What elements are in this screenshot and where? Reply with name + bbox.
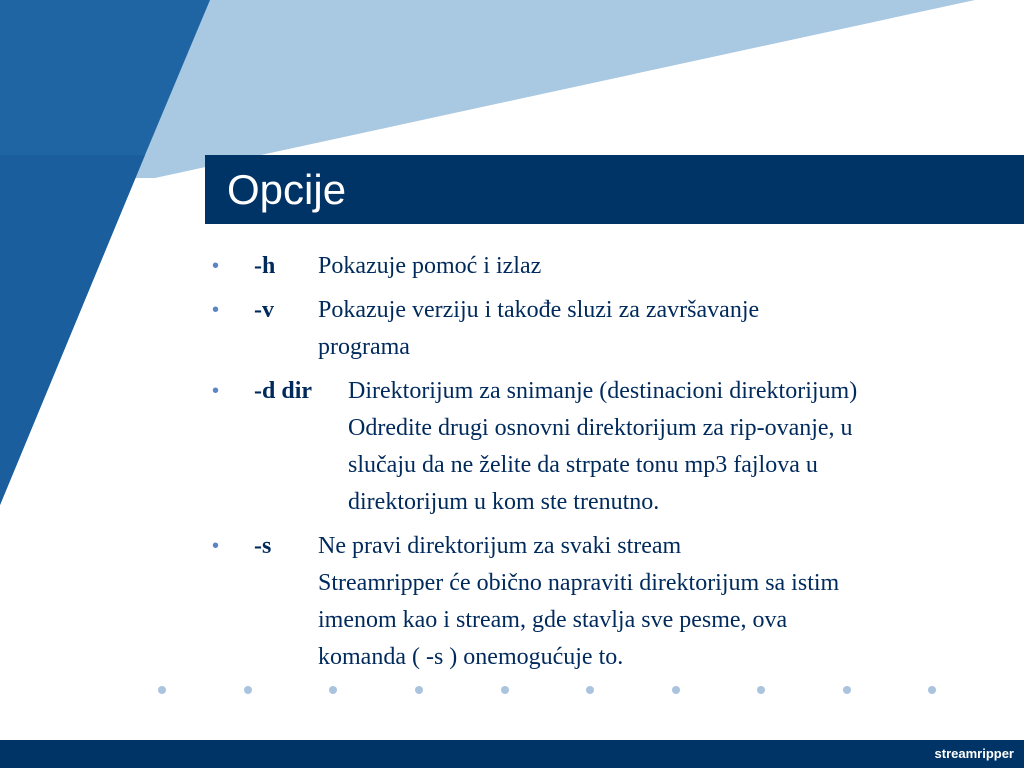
dark-blue-sliver <box>0 155 145 505</box>
option-item-h <box>212 248 1002 285</box>
description-line: Ne pravi direktorijum za svaki stream <box>318 533 682 559</box>
dot-icon <box>329 686 337 694</box>
description-line: Pokazuje pomoć i izlaz <box>318 253 542 279</box>
description-line: slučaju da ne želite da strpate tonu mp3 fajlova u <box>348 452 818 478</box>
dot-icon <box>501 686 509 694</box>
description-line: Streamripper će obično napraviti direktorijum sa istim <box>318 570 840 596</box>
description-line: direktorijum u kom ste trenutno. <box>348 489 660 515</box>
description-line: programa <box>318 334 410 360</box>
dot-icon <box>672 686 680 694</box>
dot-icon <box>843 686 851 694</box>
option-item-d <box>212 373 1002 521</box>
option-flag: -s <box>254 533 272 559</box>
option-description <box>348 373 1002 521</box>
dot-icon <box>757 686 765 694</box>
bullet-icon: • <box>212 299 220 321</box>
option-flag: -v <box>254 297 274 323</box>
option-flag: -h <box>254 253 276 279</box>
option-description <box>318 292 1002 366</box>
description-line: Direktorijum za snimanje (destinacioni direktorijum) <box>348 378 858 404</box>
title-bar <box>205 155 1024 224</box>
dot-icon <box>158 686 166 694</box>
option-item-v <box>212 292 1002 366</box>
dot-icon <box>586 686 594 694</box>
footer-label: streamripper <box>934 746 1014 761</box>
option-flag: -d dir <box>254 378 313 404</box>
option-description <box>318 248 1002 285</box>
description-line: komanda ( -s ) onemogućuje to. <box>318 644 624 670</box>
description-line: Pokazuje verziju i takođe sluzi za završavanje <box>318 297 760 323</box>
footer-bar <box>0 740 1024 768</box>
description-line: Odredite drugi osnovni direktorijum za rip-ovanje, u <box>348 415 853 441</box>
decorative-dots <box>154 686 944 698</box>
dot-icon <box>928 686 936 694</box>
dot-icon <box>415 686 423 694</box>
bullet-icon: • <box>212 255 220 277</box>
option-description <box>318 528 1002 676</box>
dot-icon <box>244 686 252 694</box>
bullet-icon: • <box>212 380 220 402</box>
option-item-s <box>212 528 1002 676</box>
bullet-icon: • <box>212 535 220 557</box>
description-line: imenom kao i stream, gde stavlja sve pesme, ova <box>318 607 788 633</box>
slide-title: Opcije <box>227 166 347 213</box>
options-list <box>212 248 1002 683</box>
